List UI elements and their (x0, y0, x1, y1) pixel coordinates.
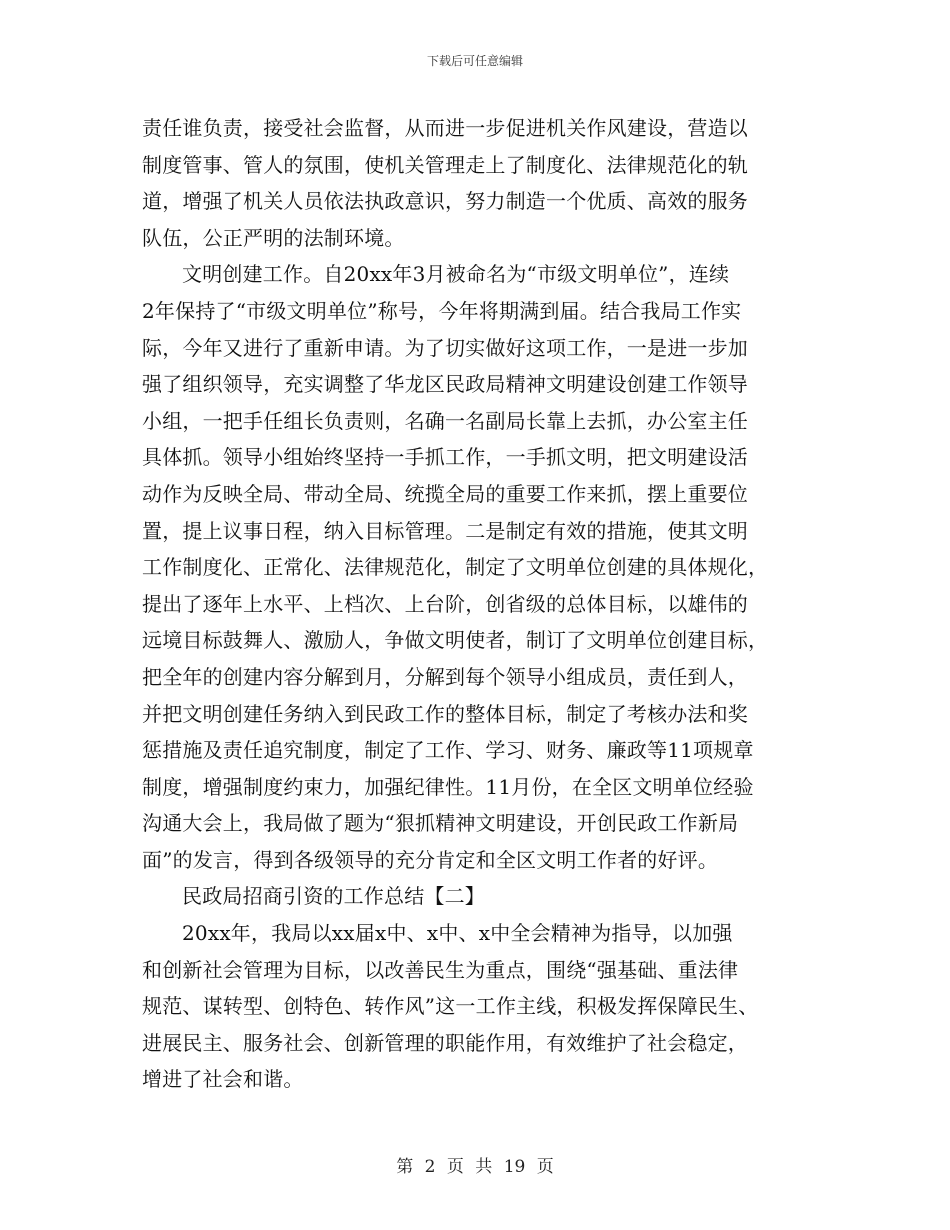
text-line: 制度管事、管人的氛围，使机关管理走上了制度化、法律规范化的轨 (142, 152, 748, 177)
page-header-note: 下载后可任意编辑 (426, 54, 523, 68)
text-line: 具体抓。领导小组始终坚持一手抓工作，一手抓文明，把文明建设活 (142, 445, 748, 470)
paragraph-2 (142, 256, 812, 878)
text-line: 文明创建工作。自20xx年3月被命名为“市级文明单位”，连续 (182, 262, 730, 287)
text-line: 置，提上议事日程，纳入目标管理。二是制定有效的措施，使其文明 (142, 518, 748, 543)
section-heading (142, 878, 812, 915)
page-number: 第 2 页 共 19 页 (396, 1157, 554, 1177)
text-line: 提出了逐年上水平、上档次、上台阶，创省级的总体目标，以雄伟的 (142, 591, 748, 616)
text-line: 和创新社会管理为目标，以改善民生为重点，围绕“强基础、重法律 (142, 957, 739, 982)
text-line: 工作制度化、正常化、法律规范化，制定了文明单位创建的具体规化， (142, 555, 769, 580)
text-line: 小组，一把手任组长负责则，名确一名副局长靠上去抓，办公室主任 (142, 408, 748, 433)
paragraph-4 (142, 915, 812, 1098)
text-line: 进展民主、服务社会、创新管理的职能作用，有效维护了社会稳定， (142, 1030, 748, 1055)
text-line: 规范、谋转型、创特色、转作风”这一工作主线，积极发挥保障民生、 (142, 994, 759, 1019)
text-line: 并把文明创建任务纳入到民政工作的整体目标，制定了考核办法和奖 (142, 701, 748, 726)
text-line: 制度，增强制度约束力，加强纪律性。11月份，在全区文明单位经验 (142, 774, 754, 799)
text-line: 队伍，公正严明的法制环境。 (142, 225, 405, 250)
text-line: 责任谁负责，接受社会监督，从而进一步促进机关作风建设，营造以 (142, 116, 748, 140)
text-line: 增进了社会和谐。 (142, 1067, 304, 1092)
text-line: 远境目标鼓舞人、激励人，争做文明使者，制订了文明单位创建目标， (142, 628, 769, 653)
text-line: 际，今年又进行了重新申请。为了切实做好这项工作，一是进一步加 (142, 335, 748, 360)
document-body (142, 110, 812, 1098)
text-line: 动作为反映全局、带动全局、统揽全局的重要工作来抓，摆上重要位 (142, 481, 748, 506)
text-line: 把全年的创建内容分解到月，分解到每个领导小组成员，责任到人， (142, 664, 748, 689)
paragraph-1 (142, 110, 812, 256)
text-line: 2年保持了“市级文明单位”称号，今年将期满到届。结合我局工作实 (142, 298, 742, 323)
text-line: 20xx年，我局以xx届x中、x中、x中全会精神为指导，以加强 (182, 921, 733, 946)
text-line: 面”的发言，得到各级领导的充分肯定和全区文明工作者的好评。 (142, 847, 719, 872)
text-line: 惩措施及责任追究制度，制定了工作、学习、财务、廉政等11项规章 (142, 738, 754, 763)
text-line: 沟通大会上，我局做了题为“狠抓精神文明建设，开创民政工作新局 (142, 811, 739, 836)
text-line: 道，增强了机关人员依法执政意识，努力制造一个优质、高效的服务 (142, 189, 748, 214)
section-title: 民政局招商引资的工作总结【二】 (182, 884, 485, 909)
text-line: 强了组织领导，充实调整了华龙区民政局精神文明建设创建工作领导 (142, 372, 748, 397)
